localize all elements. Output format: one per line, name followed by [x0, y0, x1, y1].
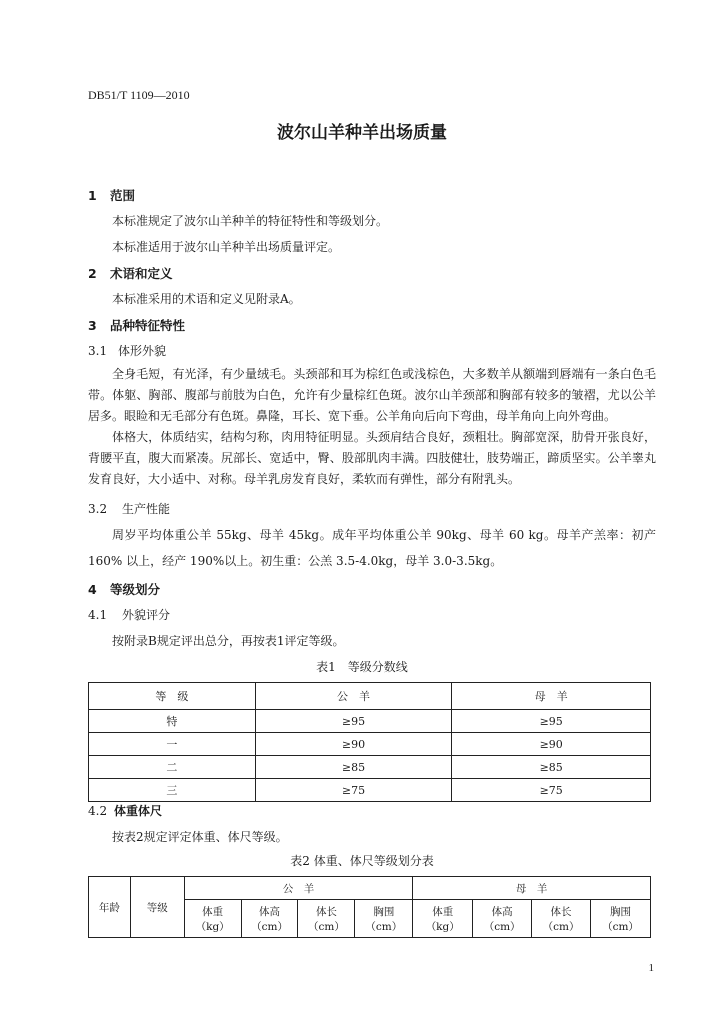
paragraph: 按表2规定评定体重、体尺等级。 — [112, 830, 288, 844]
subsection-title: 外貌评分 — [122, 608, 171, 622]
table-cell: ≥90 — [452, 733, 651, 756]
section-3-heading — [88, 316, 185, 334]
body-text-performance — [88, 522, 656, 574]
table-cell: ≥95 — [452, 710, 651, 733]
page-number: 1 — [648, 962, 654, 974]
column-unit: （kg） — [195, 920, 230, 933]
section-number: 4 — [88, 582, 97, 597]
table-header-row — [89, 877, 651, 900]
paragraph: 本标准适用于波尔山羊种羊出场质量评定。 — [112, 240, 341, 254]
table-row — [89, 756, 651, 779]
paragraph: 按附录B规定评出总分，再按表1评定等级。 — [112, 634, 345, 648]
subsection-title: 体形外貌 — [118, 344, 167, 358]
column-name: 体长 — [315, 905, 337, 918]
section-title: 品种特征特性 — [110, 318, 186, 333]
paragraph: 全身毛短，有光泽，有少量绒毛。头颈部和耳为棕红色或浅棕色，大多数羊从额端到唇端有一条白色毛带。体躯、胸部、腹部与前肢为白色，允许有少量棕红色斑。波尔山羊颈部和胸部有较多的皱褶，尤以公羊居多。眼睑和无毛部分有色斑。鼻隆，耳长、宽下垂。公羊角向后向下弯曲，母羊角向上向外弯曲。 — [88, 367, 656, 423]
table-row — [89, 733, 651, 756]
table-cell: 一 — [89, 733, 256, 756]
table-cell: ≥95 — [255, 710, 452, 733]
section-number: 2 — [88, 266, 97, 281]
table-header-cell — [473, 900, 532, 938]
section-number: 3 — [88, 318, 97, 333]
table-row — [89, 710, 651, 733]
document-title: 波尔山羊种羊出场质量 — [277, 123, 447, 143]
column-unit: （cm） — [365, 920, 403, 933]
subsection-4-2-heading — [88, 802, 162, 819]
column-unit: （cm） — [251, 920, 288, 933]
paragraph: 本标准采用的术语和定义见附录A。 — [112, 292, 301, 306]
subsection-number: 4.1 — [88, 608, 108, 622]
table-header-cell — [591, 900, 651, 938]
table-cell: 二 — [89, 756, 256, 779]
column-unit: （cm） — [602, 920, 639, 933]
table-cell: 三 — [89, 779, 256, 802]
table-cell: ≥90 — [255, 733, 452, 756]
column-name: 体长 — [550, 905, 572, 918]
table-header-cell — [532, 900, 591, 938]
subsection-number: 4.2 — [88, 804, 108, 818]
table-header-cell: 公 羊 — [255, 683, 452, 710]
section-title: 术语和定义 — [110, 266, 173, 281]
table-header-cell: 等级 — [130, 877, 184, 938]
table-header-cell: 公 羊 — [184, 877, 413, 900]
paragraph: 本标准规定了波尔山羊种羊的特征特性和等级划分。 — [112, 214, 389, 228]
paragraph: 周岁平均体重公羊 55kg、母羊 45kg。成年平均体重公羊 90kg、母羊 60 kg。母羊产羔率：初产 160% 以上，经产 190%以上。初生重：公羔 3.5-4.0kg，母羊 3.0-3.5kg。 — [88, 528, 656, 568]
paragraph: 体格大，体质结实，结构匀称，肉用特征明显。头颈肩结合良好，颈粗壮。胸部宽深，肋骨开张良好，背腰平直，腹大而紧凑。尻部长、宽适中，臀、股部肌肉丰满。四肢健壮，肢势端正，蹄质坚实。公羊睾丸发育良好，大小适中、对称。母羊乳房发育良好，柔软而有弹性，部分有附乳头。 — [88, 430, 656, 486]
table-cell: 特 — [89, 710, 256, 733]
subsection-4-1-heading — [88, 606, 170, 623]
grade-score-table — [88, 682, 651, 802]
section-1-heading — [88, 186, 135, 204]
column-name: 体重 — [432, 905, 454, 918]
section-4-heading — [88, 580, 160, 598]
table-cell: ≥85 — [452, 756, 651, 779]
subsection-3-2-heading — [88, 500, 170, 517]
table-cell: ≥75 — [452, 779, 651, 802]
column-unit: （cm） — [483, 920, 521, 933]
subsection-number: 3.1 — [88, 344, 108, 358]
table-header-cell — [355, 900, 413, 938]
table-1-caption: 表1 等级分数线 — [316, 660, 408, 674]
weight-size-table — [88, 876, 651, 938]
column-name: 体高 — [491, 905, 513, 918]
column-unit: （kg） — [425, 920, 460, 933]
standard-number: DB51/T 1109—2010 — [88, 88, 190, 102]
subsection-title: 体重体尺 — [114, 804, 163, 818]
table-header-cell: 母 羊 — [413, 877, 651, 900]
table-header-cell: 母 羊 — [452, 683, 651, 710]
table-header-cell: 等 级 — [89, 683, 256, 710]
body-text-appearance — [88, 364, 656, 490]
table-header-cell — [241, 900, 298, 938]
column-name: 胸围 — [373, 905, 395, 918]
section-title: 等级划分 — [110, 582, 161, 597]
table-header-cell — [413, 900, 473, 938]
column-name: 体高 — [259, 905, 281, 918]
column-unit: （cm） — [308, 920, 345, 933]
subsection-3-1-heading — [88, 342, 166, 359]
table-cell: ≥85 — [255, 756, 452, 779]
section-title: 范围 — [110, 188, 136, 203]
subsection-title: 生产性能 — [122, 502, 171, 516]
table-2-caption: 表2 体重、体尺等级划分表 — [290, 854, 434, 868]
section-number: 1 — [88, 188, 97, 203]
column-name: 体重 — [202, 905, 224, 918]
table-header-row — [89, 683, 651, 710]
table-cell: ≥75 — [255, 779, 452, 802]
table-header-cell — [184, 900, 241, 938]
section-2-heading — [88, 264, 173, 282]
subsection-number: 3.2 — [88, 502, 108, 516]
table-row — [89, 779, 651, 802]
column-unit: （cm） — [542, 920, 580, 933]
column-name: 胸围 — [610, 905, 631, 918]
table-header-cell — [298, 900, 355, 938]
table-header-cell: 年龄 — [89, 877, 131, 938]
